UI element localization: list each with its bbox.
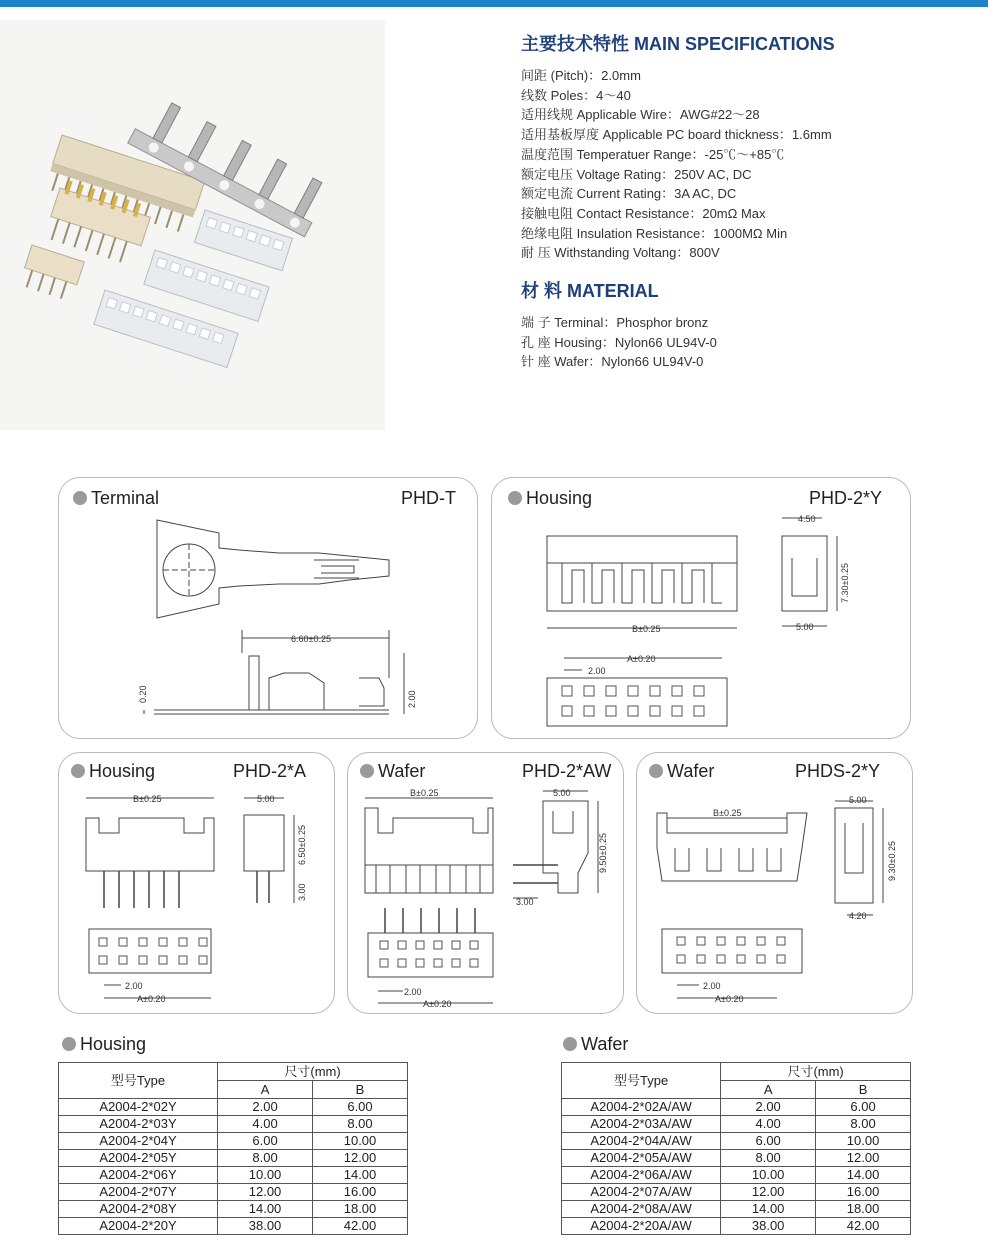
wafer-aw-panel [347, 752, 624, 1014]
dim-label: 6.60±0.25 [291, 634, 331, 644]
spec-line: 绝缘电阻 Insulation Resistance：1000MΩ Min [521, 225, 788, 241]
spec-line: 接触电阻 Contact Resistance：20mΩ Max [521, 205, 766, 221]
table-row: A2004-2*03Y 4.00 8.00 [59, 1116, 408, 1133]
spec-line: 温度范围 Temperatuer Range：-25℃～+85℃ [521, 146, 785, 162]
panel-code: PHD-2*AW [522, 761, 612, 781]
dim-label: 0.20 [138, 685, 148, 703]
col-size-header: 尺寸(mm) [218, 1063, 408, 1081]
table-row: A2004-2*06A/AW 10.00 14.00 [562, 1167, 911, 1184]
table-row: A2004-2*04Y 6.00 10.00 [59, 1133, 408, 1150]
specifications-block [521, 30, 961, 372]
dim-label: 5.00 [796, 622, 814, 632]
spec-line: 适用基板厚度 Applicable PC board thickness：1.6mm [521, 127, 832, 143]
dim-label: 5.00 [849, 795, 867, 805]
dim-label: B±0.25 [632, 624, 661, 634]
spec-line: 适用线规 Applicable Wire：AWG#22～28 [521, 107, 760, 123]
dim-label: B±0.25 [713, 808, 742, 818]
dim-label: B±0.25 [133, 794, 162, 804]
bullet-dot-icon [563, 1037, 577, 1051]
bullet-dot-icon [62, 1037, 76, 1051]
contact-grid [562, 686, 704, 716]
panel-code: PHD-2*A [233, 761, 307, 781]
spec-line: 额定电压 Voltage Rating：250V AC, DC [521, 166, 752, 182]
dim-label: A±0.20 [627, 654, 656, 664]
dim-label: 2.00 [125, 981, 143, 991]
col-a-header: A [721, 1081, 816, 1099]
panel-code: PHD-2*Y [809, 488, 883, 508]
col-type-header: 型号Type [562, 1063, 721, 1099]
table-row: A2004-2*05A/AW 8.00 12.00 [562, 1150, 911, 1167]
table-row: A2004-2*06Y 10.00 14.00 [59, 1167, 408, 1184]
table-row: A2004-2*20A/AW 38.00 42.00 [562, 1218, 911, 1235]
dim-label: 2.00 [404, 987, 422, 997]
dim-label: 2.00 [407, 690, 417, 708]
material-line: 针 座 Wafer：Nylon66 UL94V-0 [521, 354, 704, 370]
housing-table [58, 1062, 408, 1235]
wafer-table [561, 1062, 911, 1235]
col-type-header: 型号Type [59, 1063, 218, 1099]
contact-grid [380, 941, 478, 967]
col-size-header: 尺寸(mm) [721, 1063, 911, 1081]
col-b-header: B [313, 1081, 408, 1099]
housing-y-panel [491, 477, 911, 739]
table-row: A2004-2*02A/AW 2.00 6.00 [562, 1099, 911, 1116]
dim-label: 2.00 [703, 981, 721, 991]
panel-code: PHD-T [401, 488, 456, 508]
table-row: A2004-2*04A/AW 6.00 10.00 [562, 1133, 911, 1150]
dim-label: 9.50±0.25 [598, 833, 608, 873]
housing-a-drawing [59, 753, 334, 1013]
dim-label: 9.30±0.25 [887, 841, 897, 881]
dim-label: B±0.25 [410, 788, 439, 798]
col-a-header: A [218, 1081, 313, 1099]
table-row: A2004-2*05Y 8.00 12.00 [59, 1150, 408, 1167]
dim-label: 4.20 [849, 911, 867, 921]
col-b-header: B [816, 1081, 911, 1099]
dim-label: 7.30±0.25 [840, 563, 850, 603]
spec-title: 主要技术特性 MAIN SPECIFICATIONS [521, 34, 835, 54]
dim-label: 4.50 [798, 514, 816, 524]
table-row: A2004-2*08Y 14.00 18.00 [59, 1201, 408, 1218]
material-title: 材 料 MATERIAL [521, 281, 659, 302]
contact-grid [677, 937, 785, 963]
table-row: A2004-2*02Y 2.00 6.00 [59, 1099, 408, 1116]
table-row: A2004-2*08A/AW 14.00 18.00 [562, 1201, 911, 1218]
panel-code: PHDS-2*Y [795, 761, 881, 781]
contact-grid [99, 938, 207, 964]
panel-title: Housing [71, 761, 155, 782]
panel-title: Wafer [360, 761, 425, 782]
wafer-ds-panel [636, 752, 913, 1014]
housing-table-title: Housing [62, 1034, 146, 1055]
dim-label: 5.00 [257, 794, 275, 804]
housing-a-panel [58, 752, 335, 1014]
table-row: A2004-2*07Y 12.00 16.00 [59, 1184, 408, 1201]
table-row: A2004-2*20Y 38.00 42.00 [59, 1218, 408, 1235]
terminal-drawing [59, 478, 477, 738]
product-photo [0, 20, 385, 430]
material-line: 孔 座 Housing：Nylon66 UL94V-0 [521, 334, 717, 350]
top-accent-bar [0, 0, 988, 7]
dim-label: A±0.20 [137, 994, 166, 1004]
dim-label: 5.00 [553, 788, 571, 798]
spec-line: 间距 (Pitch)：2.0mm [521, 68, 641, 83]
panel-title: Wafer [649, 761, 714, 782]
spec-line: 耐 压 Withstanding Voltang：800V [521, 245, 720, 261]
spec-line: 额定电流 Current Rating：3A AC, DC [521, 186, 737, 202]
terminal-panel [58, 477, 478, 739]
dim-label: A±0.20 [715, 994, 744, 1004]
dim-label: 2.00 [588, 666, 606, 676]
material-line: 端 子 Terminal：Phosphor bronz [521, 315, 709, 331]
wafer-table-title: Wafer [563, 1034, 628, 1055]
dim-label: A±0.20 [423, 999, 452, 1009]
wafer-aw-drawing [348, 753, 623, 1013]
table-row: A2004-2*03A/AW 4.00 8.00 [562, 1116, 911, 1133]
panel-title: Housing [508, 488, 592, 509]
dim-label: 3.00 [297, 883, 307, 901]
dim-label: 3.00 [516, 897, 534, 907]
table-row: A2004-2*07A/AW 12.00 16.00 [562, 1184, 911, 1201]
spec-line: 线数 Poles：4～40 [521, 87, 631, 103]
dim-label: 6.50±0.25 [297, 825, 307, 865]
panel-title: Terminal [73, 488, 159, 509]
housing-y-drawing [492, 478, 910, 738]
wafer-ds-drawing [637, 753, 912, 1013]
